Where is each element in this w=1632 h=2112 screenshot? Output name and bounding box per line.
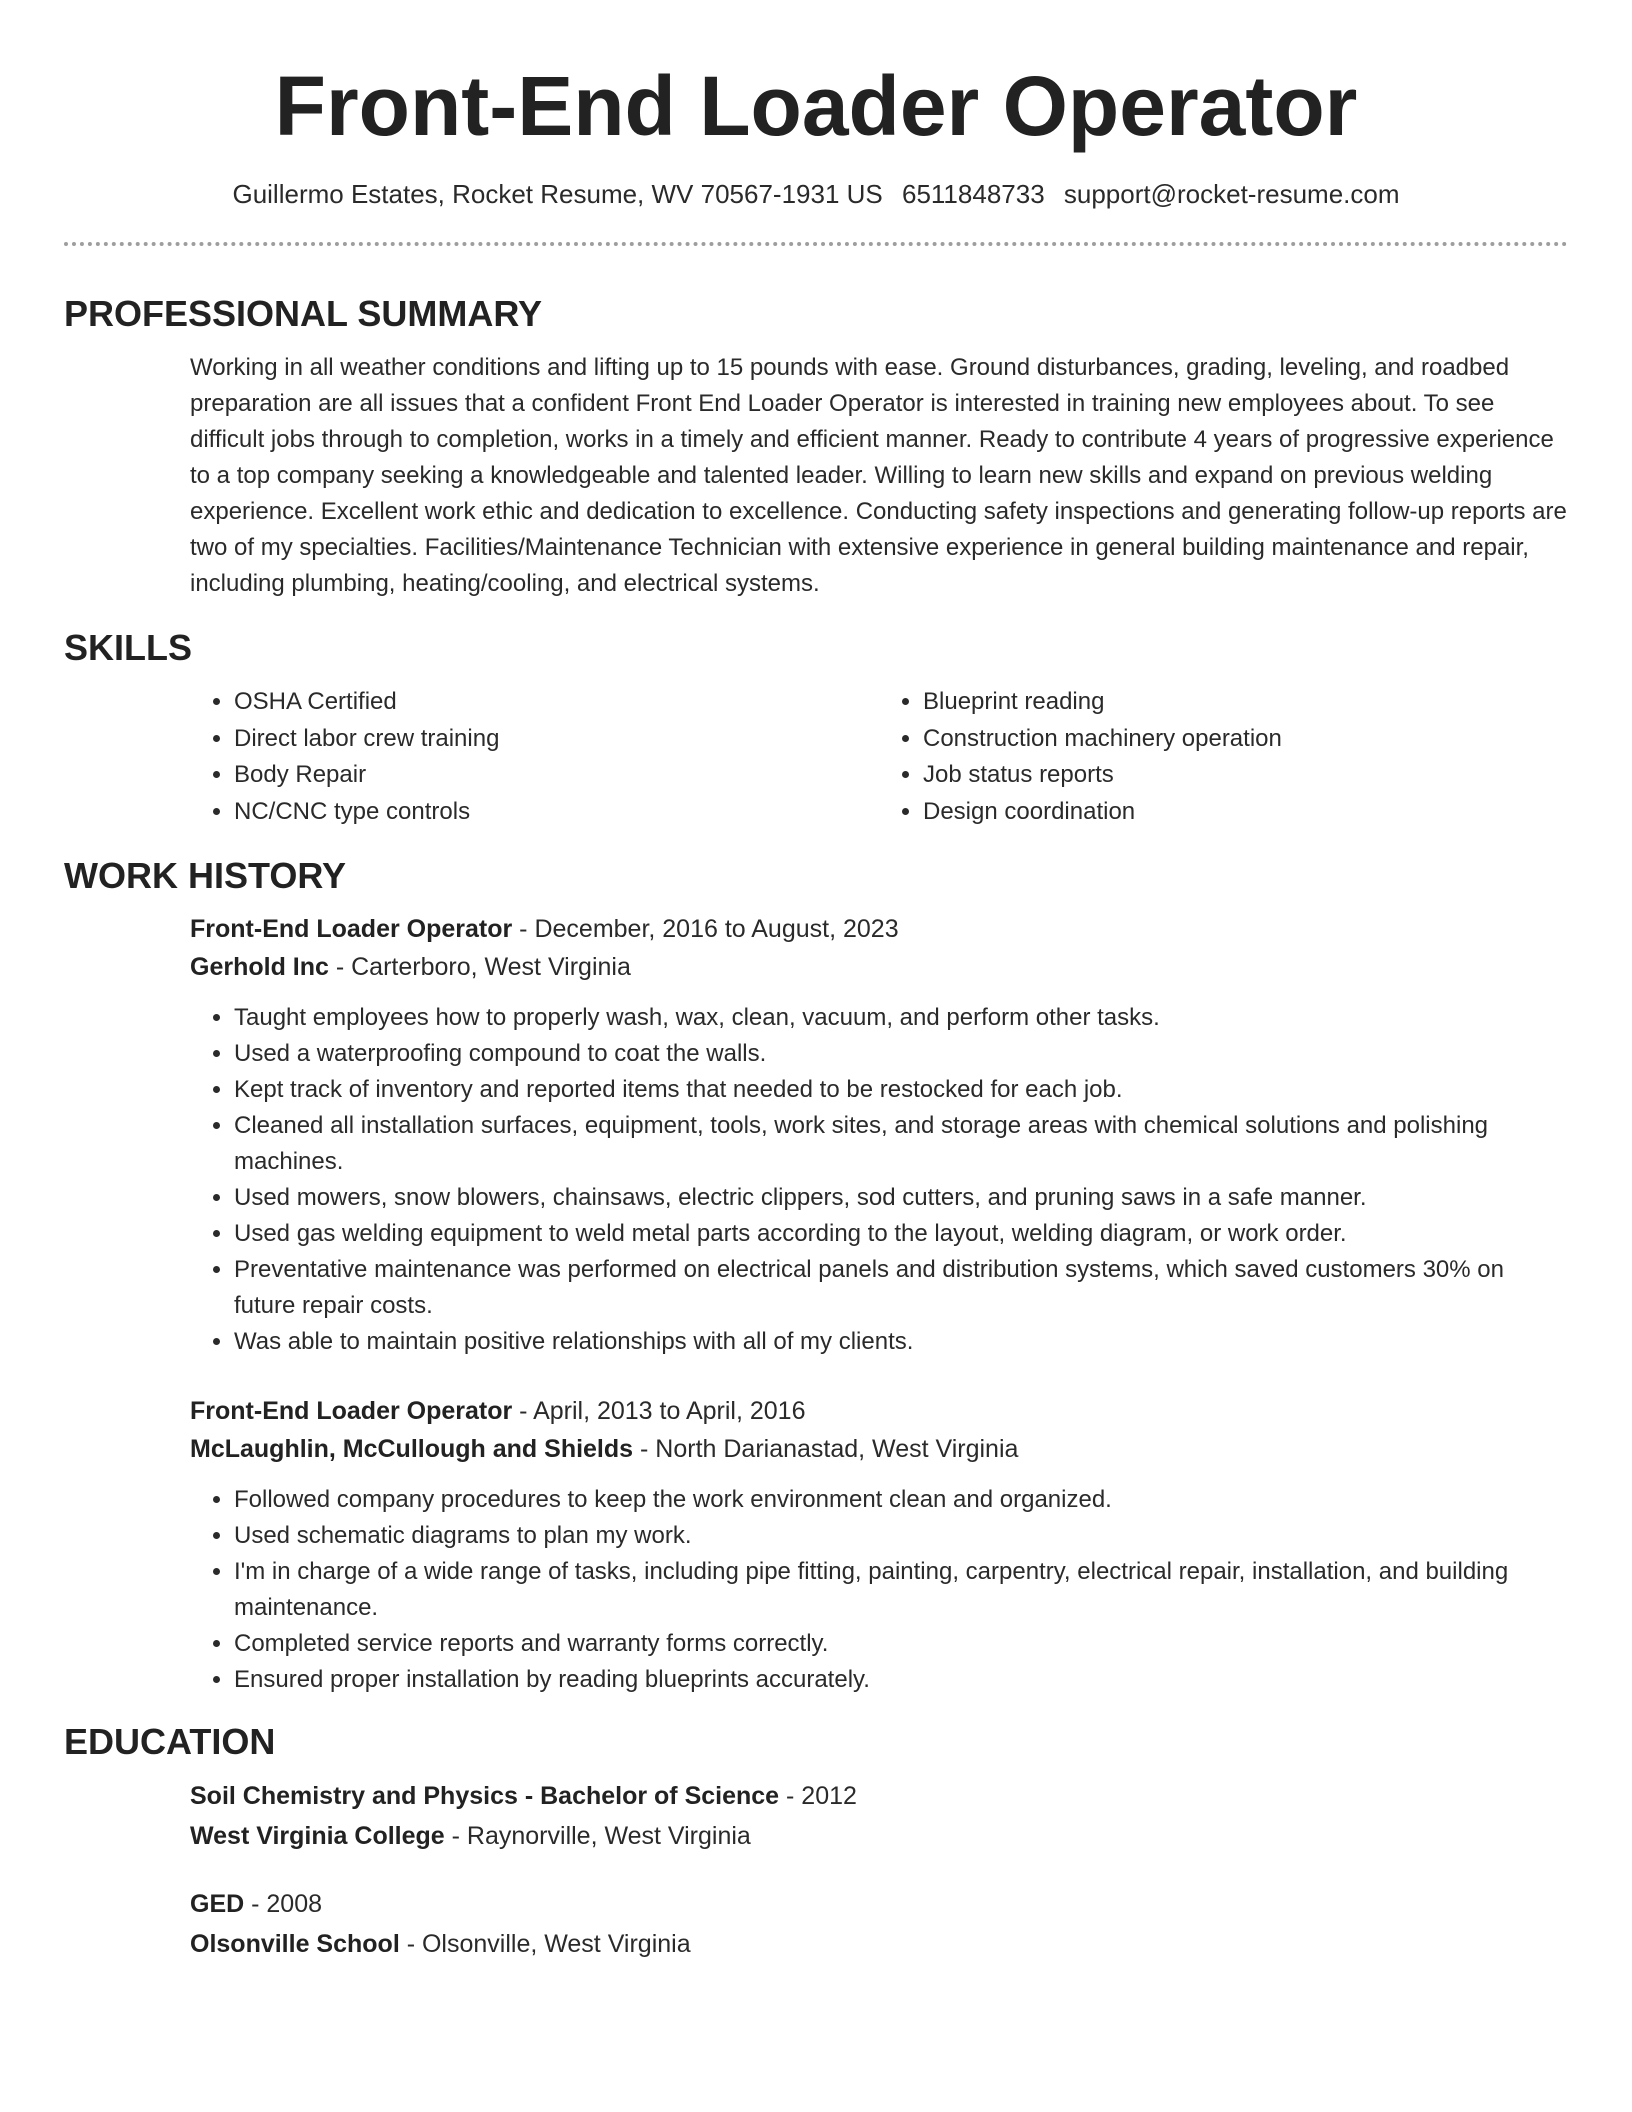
education-entry (190, 1884, 1568, 1964)
skills-left-list (190, 684, 879, 830)
job-bullet: • Used mowers, snow blowers, chainsaws, electric clippers, sod cutters, and pruning saws in a safe manner. (234, 1180, 1568, 1216)
skills-heading: SKILLS (64, 627, 193, 668)
education-school: West Virginia College (190, 1822, 445, 1850)
education-heading: EDUCATION (64, 1721, 276, 1762)
education-degree-line (190, 1776, 1568, 1816)
education-location: - Raynorville, West Virginia (444, 1822, 751, 1850)
skill-item: • Body Repair (234, 757, 879, 794)
job-company-line (190, 948, 1568, 986)
education-year: - 2008 (244, 1890, 323, 1918)
education-school-line (190, 1816, 1568, 1856)
job-bullet: • Preventative maintenance was performed on electrical panels and distribution systems, which saved customers 30% on future repair costs. (234, 1252, 1568, 1324)
education-entry (190, 1776, 1568, 1856)
skill-item: • NC/CNC type controls (234, 794, 879, 831)
skills-section (64, 626, 1568, 830)
header-divider (64, 242, 1568, 246)
skills-right-list (879, 684, 1568, 830)
summary-heading: PROFESSIONAL SUMMARY (64, 293, 543, 334)
job-bullet: • Cleaned all installation surfaces, equipment, tools, work sites, and storage areas with chemical solutions and polishing machines. (234, 1108, 1568, 1180)
contact-address: Guillermo Estates, Rocket Resume, WV 70567-1931 US (232, 179, 883, 209)
job-bullet: • Completed service reports and warranty forms correctly. (234, 1626, 1568, 1662)
work-history-section (64, 854, 1568, 1698)
contact-email[interactable]: support@rocket-resume.com (1063, 179, 1400, 209)
skill-item: • Blueprint reading (923, 684, 1568, 721)
education-degree: Soil Chemistry and Physics - Bachelor of Science (190, 1782, 780, 1810)
job-company-line (190, 1430, 1568, 1468)
job-bullet: • Used a waterproofing compound to coat the walls. (234, 1036, 1568, 1072)
skill-item: • Direct labor crew training (234, 721, 879, 758)
job-location: - North Darianastad, West Virginia (633, 1435, 1019, 1463)
job-company: Gerhold Inc (190, 953, 329, 981)
education-year: - 2012 (779, 1782, 857, 1810)
job-company: McLaughlin, McCullough and Shields (190, 1435, 634, 1463)
job-bullets (190, 1000, 1568, 1360)
summary-text: Working in all weather conditions and lifting up to 15 pounds with ease. Ground disturbances, grading, leveling, and roadbed preparation are all issues that a confident Front End Loader Operator is interested in training new employees about. To see difficult jobs through to completion, works in a timely and efficient manner. Ready to contribute 4 years of progressive experience to a top company seeking a knowledgeable and talented leader. Willing to learn new skills and expand on previous welding experience. Excellent work ethic and dedication to excellence. Conducting safety inspections and generating follow-up reports are two of my specialties. Facilities/Maintenance Technician with extensive experience in general building maintenance and repair, including plumbing, heating/cooling, and electrical systems. (190, 354, 1567, 597)
job-title-line (190, 1392, 1568, 1430)
job-location: - Carterboro, West Virginia (328, 953, 631, 981)
job-bullet: • Taught employees how to properly wash, wax, clean, vacuum, and perform other tasks. (234, 1000, 1568, 1036)
job-dates: - December, 2016 to August, 2023 (512, 915, 899, 943)
summary-section (64, 292, 1568, 602)
job-bullet: • Followed company procedures to keep the work environment clean and organized. (234, 1482, 1568, 1518)
job-dates: - April, 2013 to April, 2016 (512, 1397, 806, 1425)
skill-item: • Job status reports (923, 757, 1568, 794)
education-degree-line (190, 1884, 1568, 1924)
job-bullet: • Used gas welding equipment to weld metal parts according to the layout, welding diagram, or work order. (234, 1216, 1568, 1252)
resume-page (64, 0, 1568, 1964)
education-location: - Olsonville, West Virginia (399, 1930, 691, 1958)
job-bullets (190, 1482, 1568, 1698)
job-entry (190, 1392, 1568, 1698)
skill-item: • OSHA Certified (234, 684, 879, 721)
job-entry (190, 910, 1568, 1360)
work-history-heading: WORK HISTORY (64, 855, 347, 896)
job-bullet: • Ensured proper installation by reading blueprints accurately. (234, 1662, 1568, 1698)
job-title-line (190, 910, 1568, 948)
job-role: Front-End Loader Operator (190, 915, 513, 943)
education-section (64, 1720, 1568, 1964)
education-degree: GED (190, 1890, 245, 1918)
skill-item: • Design coordination (923, 794, 1568, 831)
contact-phone: 6511848733 (901, 179, 1045, 209)
education-school: Olsonville School (190, 1930, 400, 1958)
contact-line (64, 178, 1568, 210)
skill-item: • Construction machinery operation (923, 721, 1568, 758)
job-bullet: • Was able to maintain positive relationships with all of my clients. (234, 1324, 1568, 1360)
job-bullet: • I'm in charge of a wide range of tasks, including pipe fitting, painting, carpentry, electrical repair, installation, and building maintenance. (234, 1554, 1568, 1626)
candidate-name: Front-End Loader Operator (274, 59, 1358, 153)
job-role: Front-End Loader Operator (190, 1397, 513, 1425)
education-school-line (190, 1924, 1568, 1964)
job-bullet: • Kept track of inventory and reported items that needed to be restocked for each job. (234, 1072, 1568, 1108)
skills-grid (190, 684, 1568, 830)
job-bullet: • Used schematic diagrams to plan my work. (234, 1518, 1568, 1554)
